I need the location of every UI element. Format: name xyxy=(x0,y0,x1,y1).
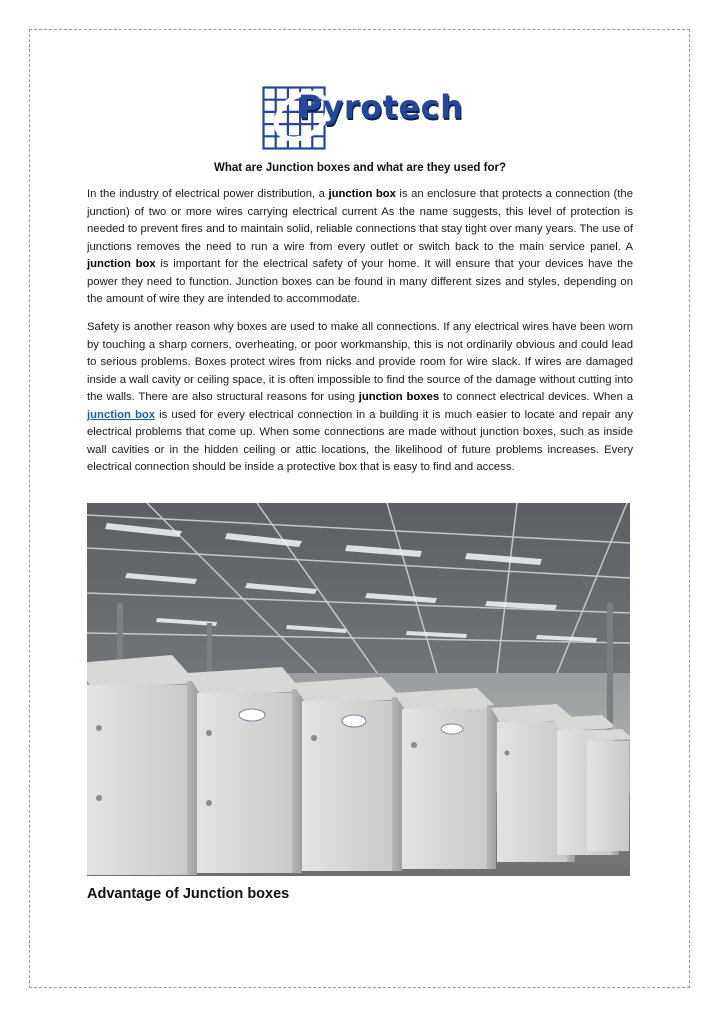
junction-boxes-image xyxy=(87,503,630,876)
section-heading: Advantage of Junction boxes xyxy=(87,886,290,902)
bold-term: junction box xyxy=(87,258,156,270)
paragraph-text: Safety is another reason why boxes are used to make all connections. If any electrical wires have been worn by touching a sharp corners, overheating, or poor workmanship, this is not ordinarily obvious and could lead to serious problems. Boxes protect wires from nicks and provide room for wire slack. If wires are damaged inside a wall cavity or ceiling space, it is often impossible to find the source of the damage without cutting into the walls. There are also structural reasons for using xyxy=(87,321,633,403)
paragraph-text: is an enclosure that protects a connection (the junction) of two or more wires carrying electrical current As the name suggests, this level of protection is needed to prevent fires and to maintain solid, reliable connections that stay tight over many years. The use of junctions removes the need to run a wire from every outlet or switch back to the main service panel. A xyxy=(87,188,633,253)
bold-term: junction box xyxy=(328,188,396,200)
paragraph-intro xyxy=(87,186,633,309)
junction-box-link[interactable]: junction box xyxy=(87,408,156,421)
paragraph-text: is used for every electrical connection in a building it is much easier to locate and repair any electrical problems that come up. When some connections are made without junction boxes, such as inside wall cavities or in the hidden ceiling or attic locations, the likelihood of future problems increases. Every electrical connection should be inside a protective box that is easy to find and access. xyxy=(87,408,633,473)
bold-term: junction boxes xyxy=(358,391,440,403)
warehouse-photo xyxy=(87,503,630,876)
paragraph-text: is important for the electrical safety of your home. It will ensure that your devices have the power they need to function. Junction boxes can be found in many different sizes and styles, depending on the amount of wire they are intended to accommodate. xyxy=(87,258,633,305)
document-title: What are Junction boxes and what are they used for? xyxy=(213,162,507,174)
pyrotech-logo xyxy=(262,86,464,150)
paragraph-safety xyxy=(87,319,633,477)
logo-wordmark: Pyrotech xyxy=(298,88,464,126)
paragraph-text: to connect electrical devices. When a xyxy=(439,391,633,403)
paragraph-text: In the industry of electrical power distribution, a xyxy=(87,188,329,200)
